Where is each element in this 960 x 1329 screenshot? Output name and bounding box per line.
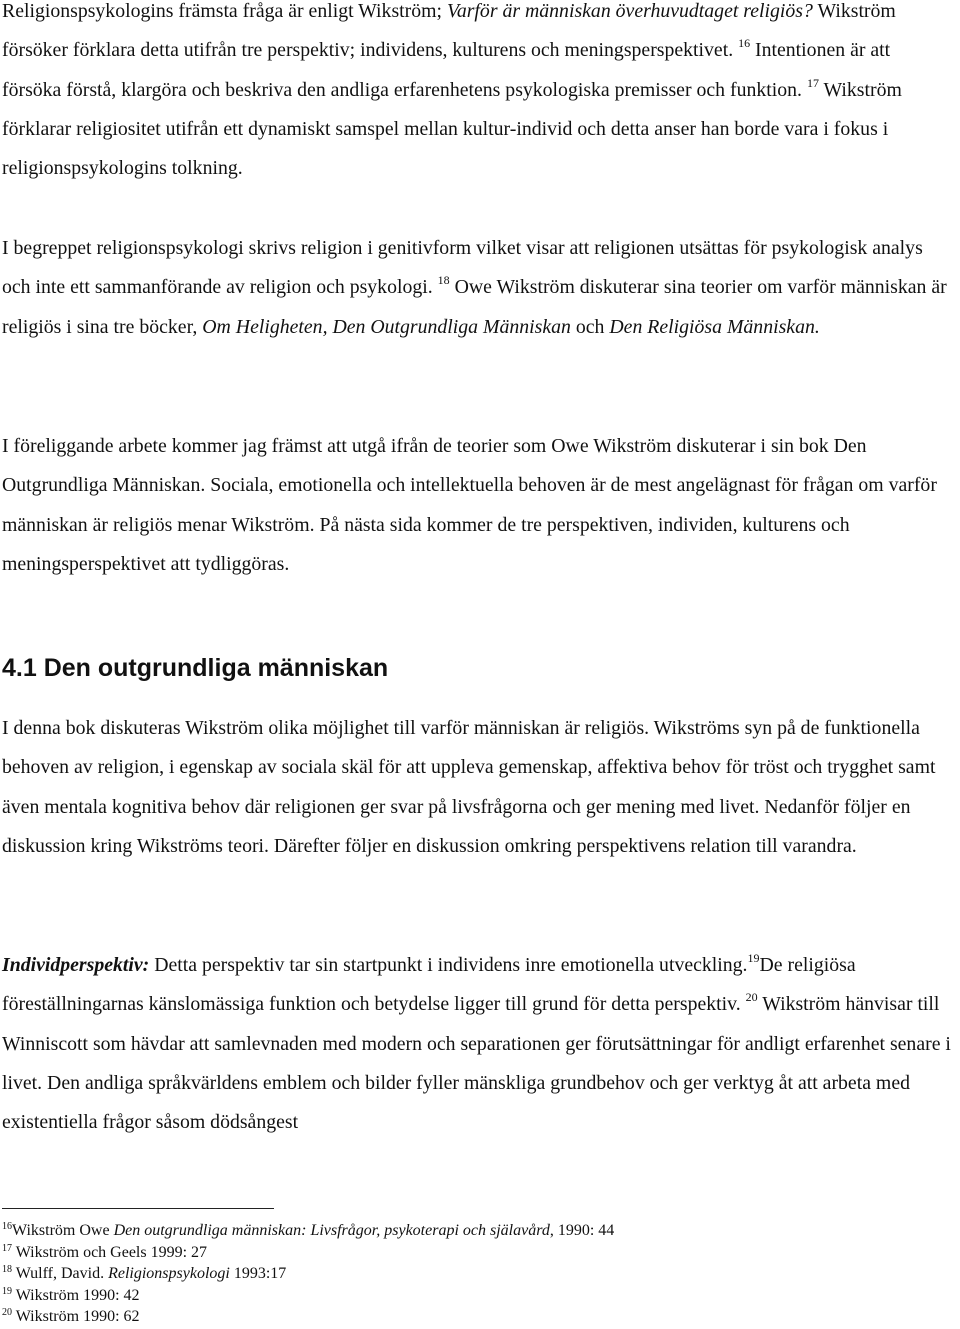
book-title: Den Religiösa Människan. [609,315,820,338]
text-run: Detta perspektiv tar sin startpunkt i individens inre emotionella utveckling. [149,954,748,976]
text-run: Intentionen är att försöka förstå, klargöra och beskriva den andliga erfarenhetens psykologiska premisser och funktion. [2,39,891,101]
footnote-text: Wikström 1990: 62 [12,1308,140,1326]
footnote-number: 16 [2,1221,12,1232]
paragraph-religionspsykologi [2,229,954,347]
footnote-number: 17 [2,1242,12,1254]
footnote-text: Wikström och Geels 1999: 27 [12,1243,208,1261]
text-run: Wikström hänvisar till Winniscott som hävdar att samlevnaden med modern och separationen ger förutsättningar för andligt erfarenhet senare i livet. Den andliga språkvärldens emblem och bilder fyller mänskliga grundbehov och ger verktyg åt att arbeta med existentiella frågor såsom dödsångest [2,993,951,1134]
text-run: och [570,315,610,338]
footnote-separator [2,1208,274,1209]
text-run: I begreppet religionspsykologi skrivs religion i genitivform vilket visar att religionen utsättas för psykologisk analys och inte ett sammanförande av religion och psykologi. [2,237,923,299]
text-run: Wikström förklarar religiositet utifrån ett dynamiskt samspel mellan kultur-individ och detta anser han borde vara i fokus i religionspsykologins tolkning. [2,78,902,180]
footnote-ref-20[interactable]: 20 [745,990,758,1005]
book-titles: Om Heligheten, Den Outgrundliga Människan [202,315,571,338]
footnote-italic-title: Religionspsykologi [108,1265,230,1283]
footnote-16 [2,1220,952,1242]
footnote-number: 20 [2,1307,12,1319]
footnote-ref-16[interactable]: 16 [738,36,751,51]
text-run: I denna bok diskuteras Wikström olika möjlighet till varför människan är religiös. Wikströms syn på de funktionella behoven av religion, i egenskap av sociala skäl för att uppleva gemenskap, affektiva behov för tröst och trygghet samt även mentala kognitiva behov där religionen ger svar på livsfrågorna och ger mening med livet. Nedanför följer en diskussion kring Wikströms teori. Därefter följer en diskussion omkring perspektivens relation till varandra. [2,717,936,857]
text-run: Wikström försöker förklara detta utifrån tre perspektiv; individens, kulturens och meningsperspektivet. [2,0,896,62]
footnote-19 [2,1285,952,1307]
footnote-18 [2,1263,952,1285]
footnote-ref-17[interactable]: 17 [806,75,819,90]
footnote-number: 19 [2,1285,12,1297]
footnote-italic-title: Den outgrundliga människan: Livsfrågor, psykoterapi och själavård [113,1222,550,1239]
footnote-number: 18 [2,1264,12,1276]
footnote-ref-19[interactable]: 19 [747,951,760,965]
text-run: I föreliggande arbete kommer jag främst att utgå ifrån de teorier som Owe Wikström diskuterar i sin bok Den Outgrundliga Människan. Sociala, emotionella och intellektuella behoven är de mest angelägnast för frågan om varför människan är religiös menar Wikström. På nästa sida kommer de tre perspektiven, individen, kulturens och meningsperspektivet att tydliggöras. [2,435,937,575]
paragraph-foreliggande [2,427,954,584]
footnote-text: , 1990: 44 [549,1222,615,1239]
footnote-17 [2,1242,952,1264]
section-heading: 4.1 Den outgrundliga människan [2,654,389,682]
italic-question: Varför är människan överhuvudtaget religiös? [446,0,813,22]
footnote-ref-18[interactable]: 18 [437,273,450,288]
footnote-text: 1993:17 [229,1265,287,1283]
text-run: Religionspsykologins främsta fråga är enligt Wikström; [2,0,447,22]
footnote-text: Wikström 1990: 42 [12,1286,140,1304]
text-run: Owe Wikström diskuterar sina teorier om varför människan är religiös i sina tre böcker, [2,276,947,338]
perspective-label: Individperspektiv: [2,954,150,976]
paragraph-intro [2,0,954,188]
footnote-20 [2,1306,952,1328]
paragraph-bok [2,709,954,866]
footnote-text: Wulff, David. [12,1265,109,1283]
footnotes [2,1220,952,1328]
paragraph-individperspektiv [2,946,954,1142]
footnote-text: Wikström Owe [12,1222,114,1239]
text-run: De religiösa föreställningarnas känslomässiga funktion och betydelse ligger till grund för detta perspektiv. [2,954,856,1016]
